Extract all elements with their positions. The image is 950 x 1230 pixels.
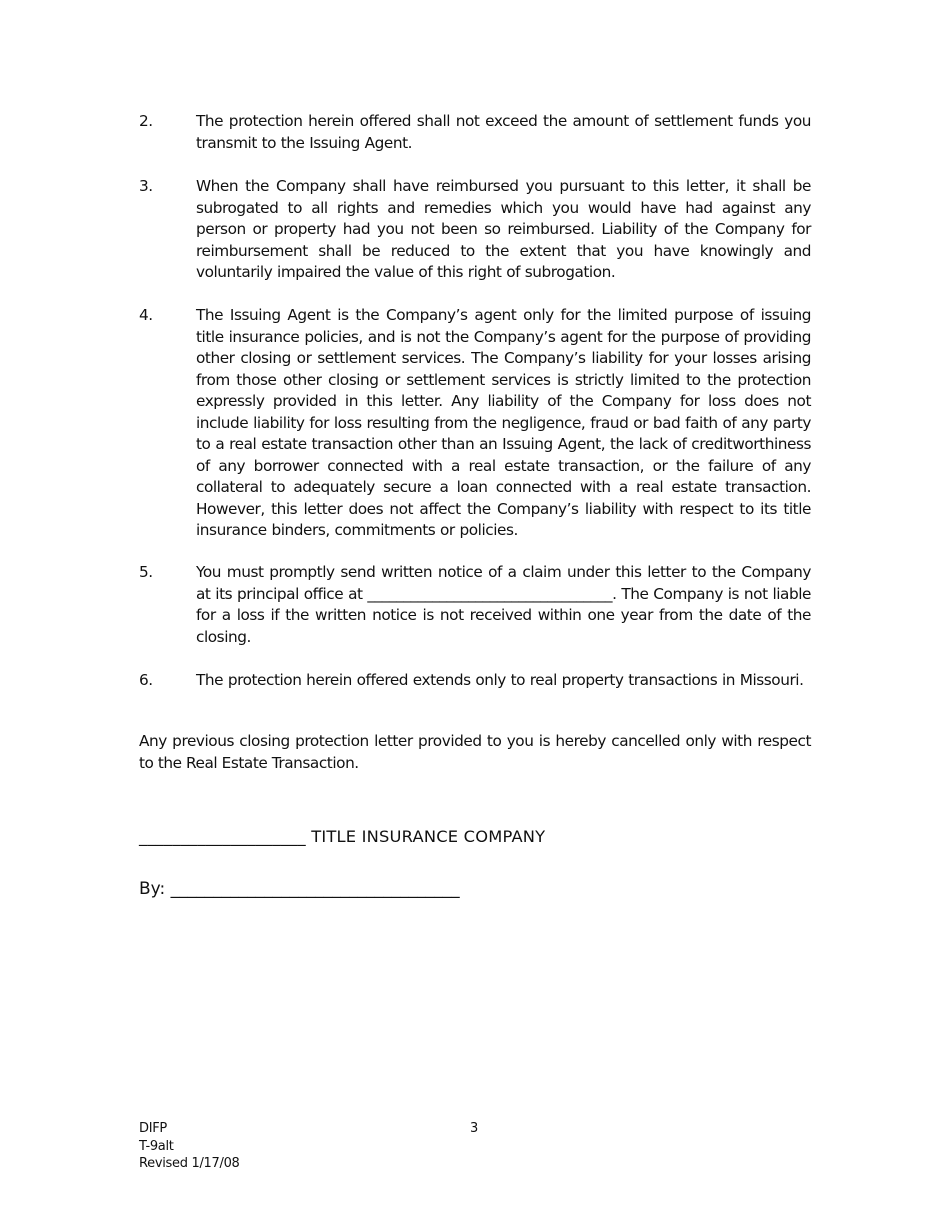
closing-paragraph: Any previous closing protection letter provided to you is hereby cancelled only with respect to the Real Estate Transaction.	[139, 732, 811, 772]
page-number: 3	[470, 1121, 479, 1136]
numbered-item-4	[139, 305, 811, 542]
item-text: You must promptly send written notice of a claim under this letter to the Company at its principal office at __________________________________. The Company is not liable for a loss if the written notice is not received within one year from the date of the closing.	[196, 563, 811, 646]
footer-agency: DIFP	[139, 1121, 167, 1136]
item-number: 6.	[139, 671, 153, 689]
item-number: 5.	[139, 563, 153, 581]
item-text: The Issuing Agent is the Company’s agent only for the limited purpose of issuing title insurance policies, and is not the Company’s agent for the purpose of providing other closing or settlement services. The Company’s liability for your losses arising from those other closing or settlement services is strictly limited to the protection expressly provided in this letter. Any liability of the Company for loss does not include liability for loss resulting from the negligence, fraud or bad faith of any party to a real estate transaction other than an Issuing Agent, the lack of creditworthiness of any borrower connected with a real estate transaction, or the failure of any collateral to adequately secure a loan connected with a real estate transaction. However, this letter does not affect the Company’s liability with respect to its title insurance binders, commitments or policies.	[196, 306, 811, 539]
item-number: 2.	[139, 112, 153, 130]
numbered-item-2	[139, 111, 811, 154]
item-number: 4.	[139, 306, 153, 324]
item-text: The protection herein offered extends only to real property transactions in Missouri.	[196, 671, 804, 689]
item-number: 3.	[139, 177, 153, 195]
item-text: When the Company shall have reimbursed you pursuant to this letter, it shall be subrogated to all rights and remedies which you would have had against any person or property had you not been so reimbursed. Liability of the Company for reimbursement shall be reduced to the extent that you have knowingly and voluntarily impaired the value of this right of subrogation.	[196, 177, 811, 281]
company-signature-line: ____________________ TITLE INSURANCE COMPANY	[139, 827, 546, 846]
footer-revision: Revised 1/17/08	[139, 1156, 240, 1171]
form-footer	[139, 1120, 240, 1173]
numbered-item-3	[139, 176, 811, 284]
by-signature-line: By: __________________________________	[139, 879, 460, 899]
numbered-item-5	[139, 562, 811, 648]
item-text: The protection herein offered shall not exceed the amount of settlement funds you transmit to the Issuing Agent.	[196, 112, 811, 152]
footer-form-id: T-9alt	[139, 1138, 174, 1154]
numbered-item-6	[139, 670, 811, 692]
